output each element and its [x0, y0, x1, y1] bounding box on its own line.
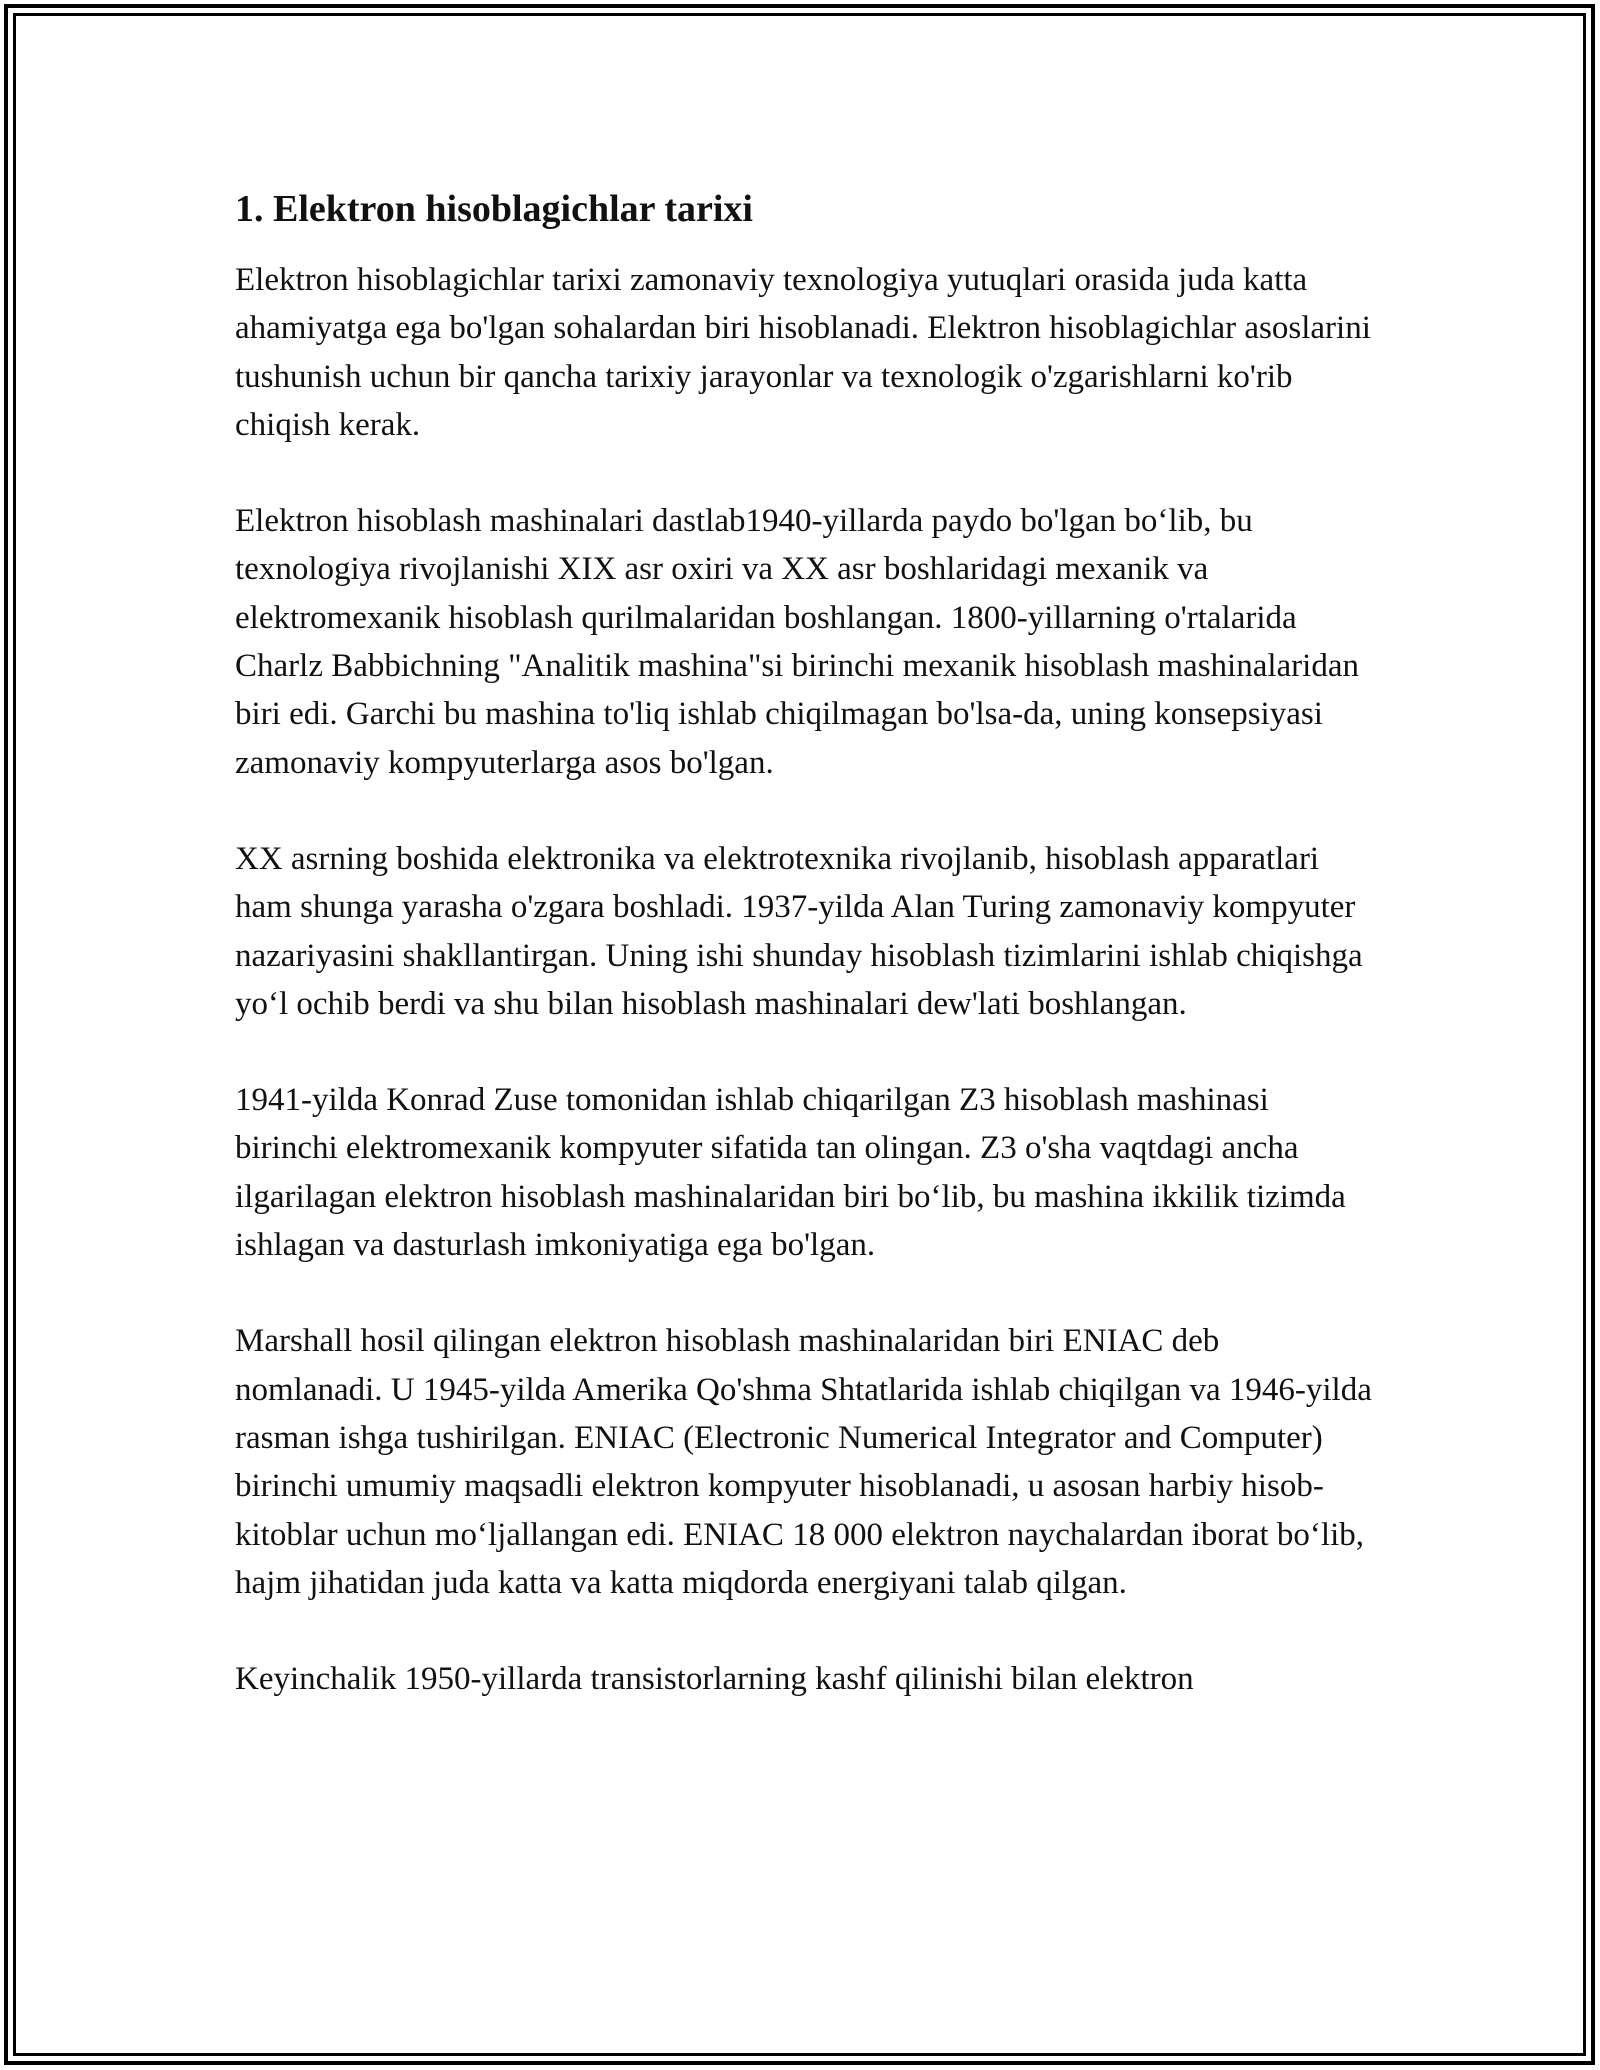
paragraph-early-machines: Elektron hisoblash mashinalari dastlab1940-yillarda paydo bo'lgan bo‘lib, bu texnologiya rivojlanishi XIX asr oxiri va XX asr boshlaridagi mexanik va elektromexanik hisoblash qurilmalaridan boshlangan. 1800-yillarning o'rtalarida Charlz Babbichning "Analitik mashina"si birinchi mexanik hisoblash mashinalaridan biri edi. Garchi bu mashina to'liq ishlab chiqilmagan bo'lsa-da, uning konsepsiyasi zamonaviy kompyuterlarga asos bo'lgan.	[235, 503, 1359, 781]
document-body	[235, 185, 1375, 1751]
paragraph-transistors: Keyinchalik 1950-yillarda transistorlarning kashf qilinishi bilan elektron	[235, 1661, 1194, 1698]
paragraph-turing: XX asrning boshida elektronika va elektrotexnika rivojlanib, hisoblash apparatlari ham shunga yarasha o'zgara boshladi. 1937-yilda Alan Turing zamonaviy kompyuter nazariyasini shakllantirgan. Uning ishi shunday hisoblash tizimlarini ishlab chiqishga yo‘l ochib berdi va shu bilan hisoblash mashinalari dew'lati boshlangan.	[235, 840, 1363, 1022]
paragraph-eniac: Marshall hosil qilingan elektron hisoblash mashinalaridan biri ENIAC deb nomlanadi. U 1945-yilda Amerika Qo'shma Shtatlarida ishlab chiqilgan va 1946-yilda rasman ishga tushirilgan. ENIAC (Electronic Numerical Integrator and Computer) birinchi umumiy maqsadli elektron kompyuter hisoblanadi, u asosan harbiy hisob-kitoblar uchun mo‘ljallangan edi. ENIAC 18 000 elektron naychalardan iborat bo‘lib, hajm jihatidan juda katta va katta miqdorda energiyani talab qilgan.	[235, 1323, 1372, 1601]
paragraph-zuse-z3: 1941-yilda Konrad Zuse tomonidan ishlab chiqarilgan Z3 hisoblash mashinasi birinchi elektromexanik kompyuter sifatida tan olingan. Z3 o'sha vaqtdagi ancha ilgarilagan elektron hisoblash mashinalaridan biri bo‘lib, bu mashina ikkilik tizimda ishlagan va dasturlash imkoniyatiga ega bo'lgan.	[235, 1082, 1346, 1264]
section-heading: 1. Elektron hisoblagichlar tarixi	[235, 188, 753, 230]
paragraph-intro: Elektron hisoblagichlar tarixi zamonaviy texnologiya yutuqlari orasida juda katta ahamiyatga ega bo'lgan sohalardan biri hisoblanadi. Elektron hisoblagichlar asoslarini tushunish uchun bir qancha tarixiy jarayonlar va texnologik o'zgarishlarni ko'rib chiqish kerak.	[235, 262, 1371, 443]
